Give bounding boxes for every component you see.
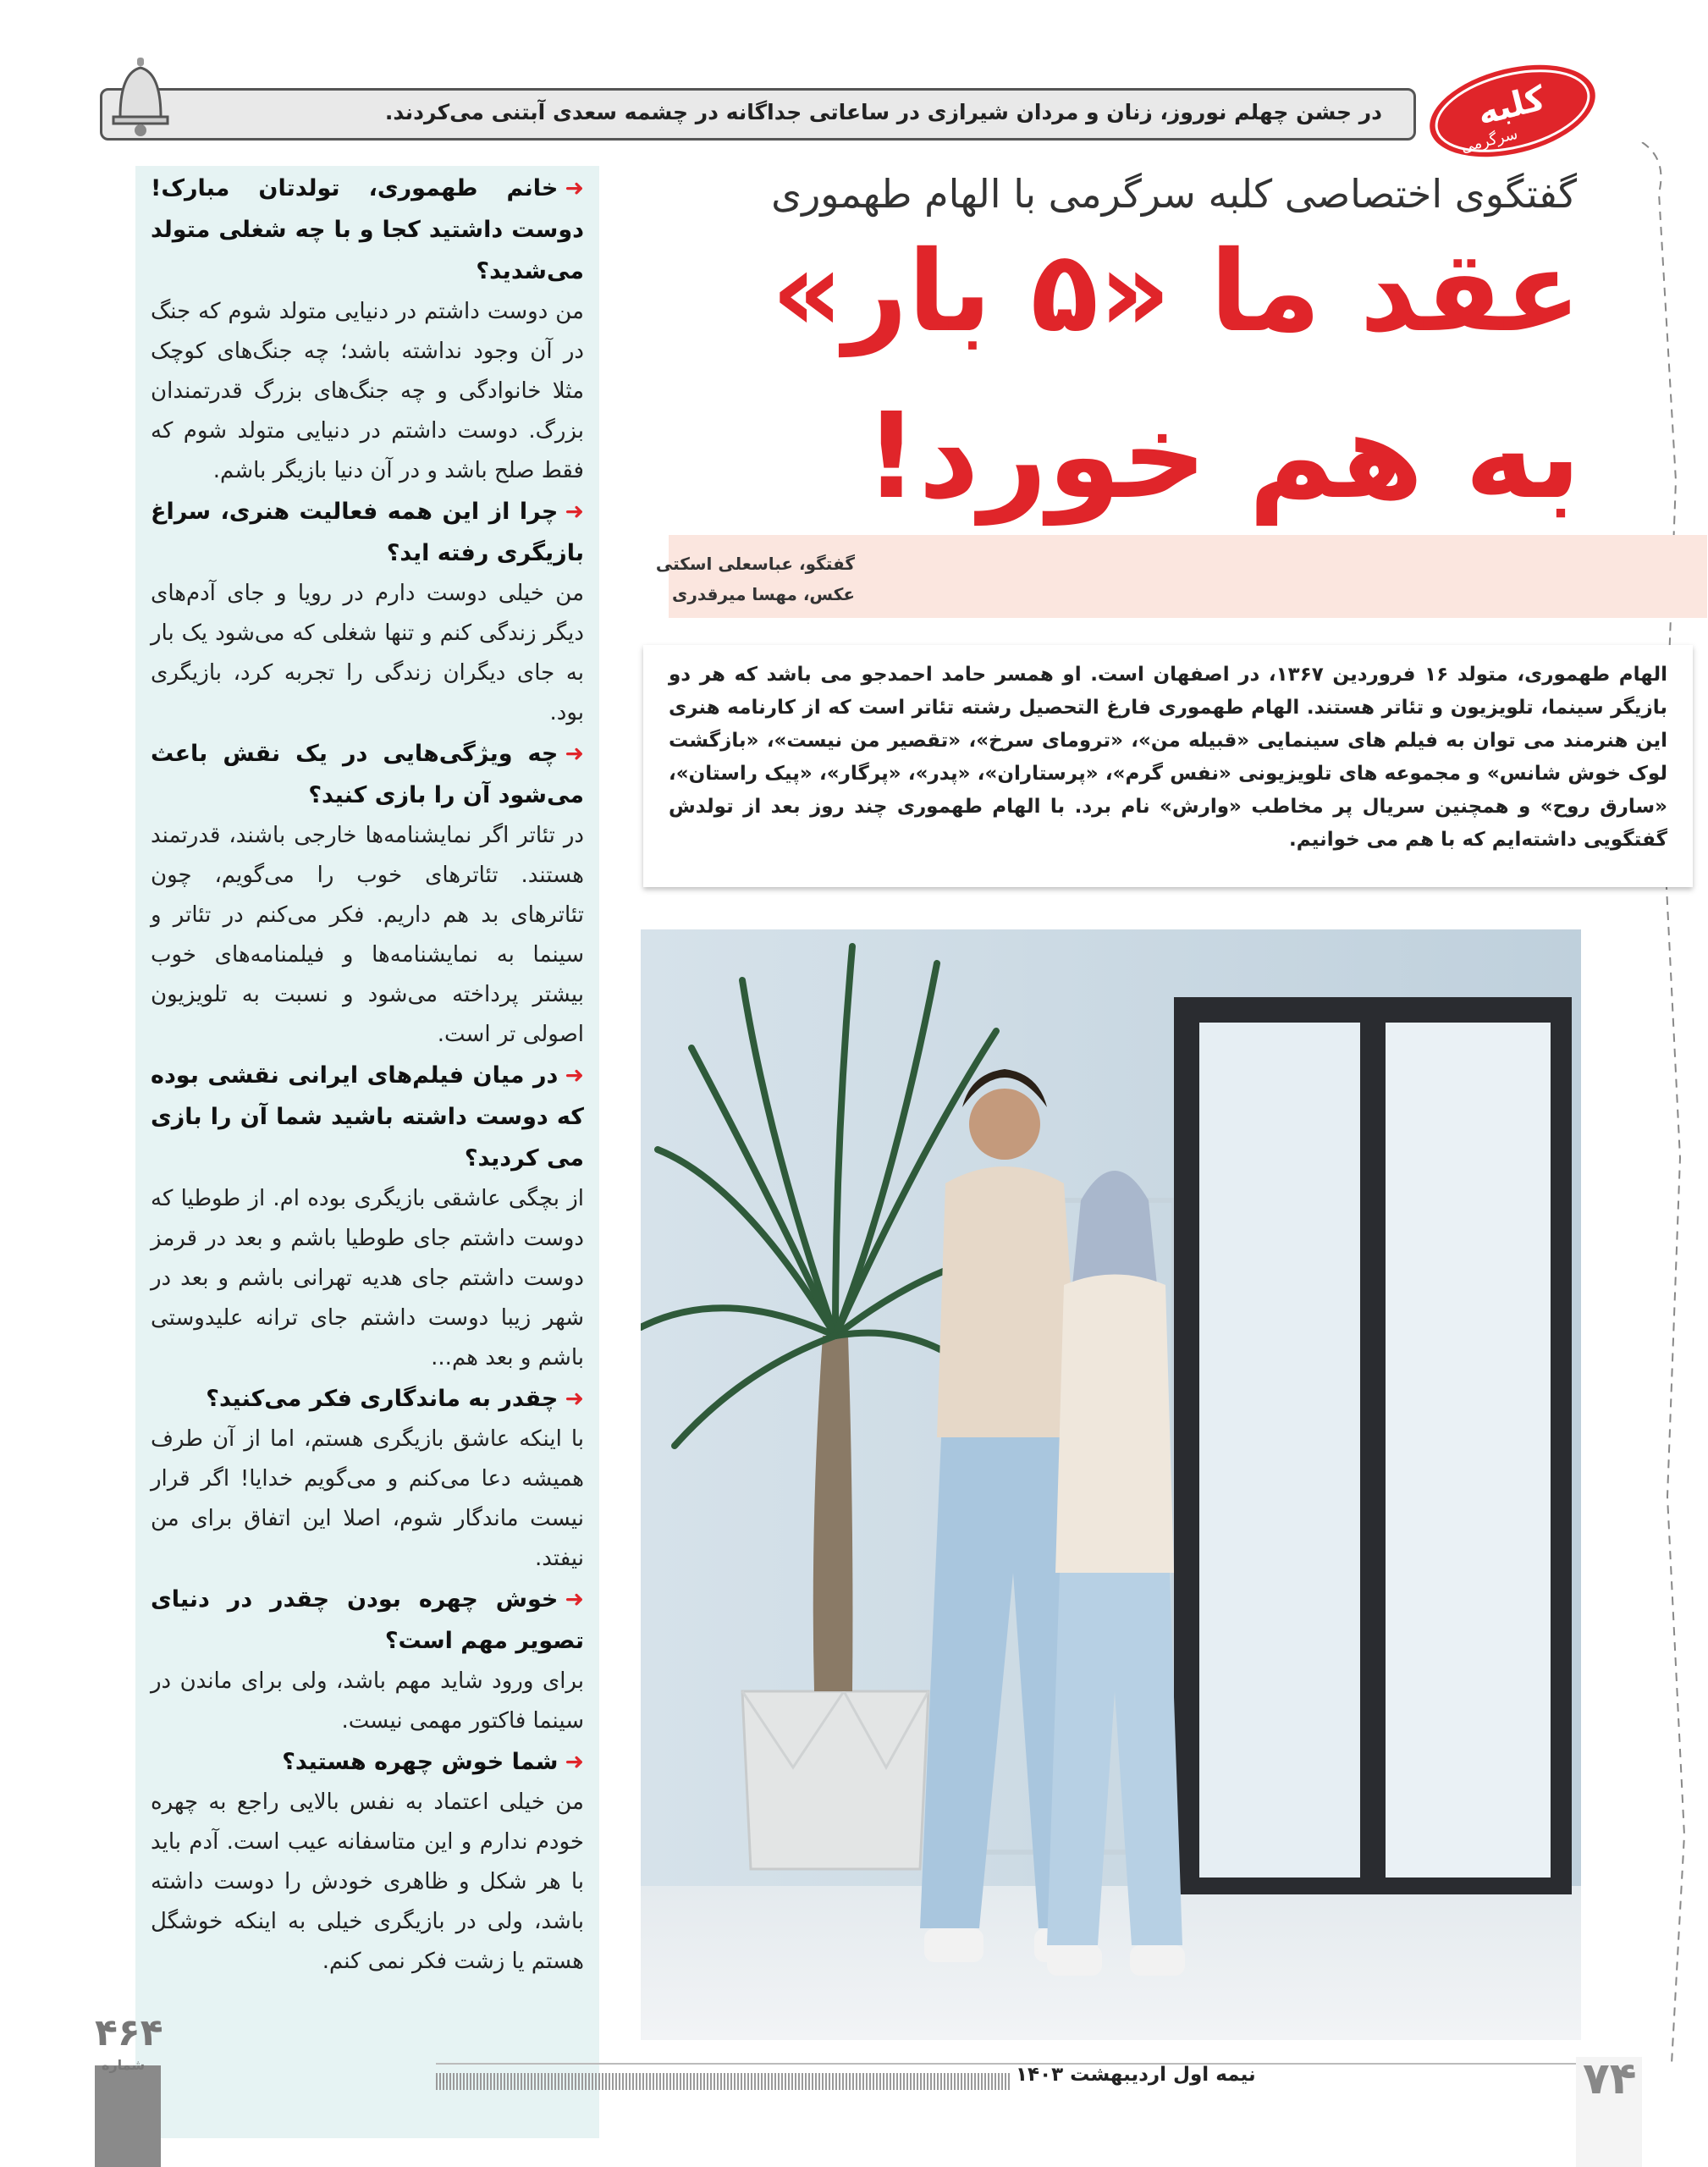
answer: برای ورود شاید مهم باشد، ولی برای ماندن در سینما فاکتور مهمی نیست. [151, 1668, 584, 1734]
red-arrow-icon: ➜ [565, 1586, 584, 1613]
issue-date: نیمه اول اردیبهشت ۱۴۰۳ [1016, 2064, 1256, 2086]
headline-line-1: عقد ما «۵ بار» [771, 227, 1581, 357]
red-arrow-icon: ➜ [565, 175, 584, 201]
ribbon-text: در جشن چهلم نوروز، زنان و مردان شیرازی در ساعاتی جداگانه در چشمه سعدی آبتنی می‌کردند. [384, 100, 1382, 124]
question [151, 168, 584, 292]
intro-text: الهام طهموری، متولد ۱۶ فروردین ۱۳۶۷، در اصفهان است. او همسر حامد احمدجو می باشد که هر دو بازیگر سینما، تلویزیون و تئاتر هستند. الهام طهموری فارغ التحصیل رشته تئاتر است که از کارنامه هنری این هنرمند می توان به فیلم های سینمایی «قبیله من»، «ترومای سرخ»، «تقصیر من نیست»، «بازگشت لوک خوش شانس» و مجموعه های تلویزیونی «نفس گرم»، «پرستاران»، «پدر»، «پرگار»، «پیک راستان»، «سارق روح» و همچنین سریال پر مخاطب «وارش» نام برد. با الهام طهموری چند روز بعد از تولدش گفتگویی داشته‌ایم که با هم می خوانیم. [669, 664, 1667, 851]
question [151, 491, 584, 574]
svg-text:کلبه: کلبه [1474, 79, 1550, 134]
question [151, 1741, 584, 1783]
red-arrow-icon: ➜ [565, 1062, 584, 1089]
red-arrow-icon: ➜ [565, 741, 584, 767]
footer-rule [436, 2063, 1579, 2065]
question [151, 1579, 584, 1662]
answer: با اینکه عاشق بازیگری هستم، اما از آن طرف همیشه دعا می‌کنم و می‌گویم خدایا! اگر قرار نیست ماندگار شوم، اصلا این اتفاق برای من نیفتد. [151, 1426, 584, 1571]
answer: از بچگی عاشقی بازیگری بوده ام. از طوطیا که دوست داشتم جای طوطیا باشم و بعد در قرمز دوست داشتم جای هدیه تهرانی باشم و بعد در شهر زیبا دوست داشتم جای ترانه علیدوستی باشم و بعد هم... [151, 1186, 584, 1370]
issue-tab [95, 2065, 161, 2167]
answer: در تئاتر اگر نمایشنامه‌ها خارجی باشند، قدرتمند هستند. تئاترهای خوب را می‌گویم، چون تئاترهای بد هم داریم. فکر می‌کنم در تئاتر و سینما به نمایشنامه‌ها و فیلمنامه‌های خوب بیشتر پرداخته می‌شود و نسبت به تلویزیون اصولی تر است. [151, 823, 584, 1047]
question-text: شما خوش چهره هستید؟ [282, 1749, 559, 1775]
article-photo [641, 929, 1581, 2040]
article-kicker: گفتگوی اختصاصی کلبه سرگرمی با الهام طهموری [771, 171, 1577, 217]
question-text: چرا از این همه فعالیت هنری، سراغ بازیگری رفته اید؟ [151, 499, 584, 566]
qa-item [151, 491, 584, 733]
dashed-border [1634, 142, 1693, 2064]
svg-text:سرگرمی: سرگرمی [1459, 124, 1520, 157]
headline-line-2: به هم خورد! [864, 388, 1581, 526]
question [151, 1055, 584, 1179]
question-text: خوش چهره بودن چقدر در دنیای تصویر مهم است؟ [151, 1586, 584, 1654]
qa-item [151, 1378, 584, 1579]
question-text: در میان فیلم‌های ایرانی نقشی بوده که دوست داشته باشید شما آن را بازی می کردید؟ [151, 1062, 584, 1172]
question [151, 733, 584, 816]
qa-list [151, 168, 584, 1982]
qa-item [151, 733, 584, 1055]
issue-number: ۴۶۴ [95, 2011, 163, 2054]
question-text: چه ویژگی‌هایی در یک نقش باعث می‌شود آن را بازی کنید؟ [151, 741, 584, 808]
red-arrow-icon: ➜ [565, 1386, 584, 1412]
page-number: ۷۴ [1583, 2054, 1637, 2104]
question-text: چقدر به ماندگاری فکر می‌کنید؟ [206, 1386, 559, 1412]
question-text: خانم طهموری، تولدتان مبارک! دوست داشتید کجا و با چه شغلی متولد می‌شدید؟ [151, 175, 584, 284]
barcode-decoration [436, 2073, 1011, 2090]
qa-item [151, 1741, 584, 1982]
credit-photo: عکس، مهسا میرقدری [671, 584, 855, 604]
kolbe-logo [1424, 61, 1601, 161]
qa-column [135, 166, 599, 2138]
answer: من خیلی اعتماد به نفس بالایی راجع به چهره خودم ندارم و این متاسفانه عیب است. آدم باید با هر شکل و ظاهری خودش را دوست داشته باشد، ولی در بازیگری خیلی به اینکه خوشگل هستم یا زشت فکر نمی کنم. [151, 1789, 584, 1974]
red-arrow-icon: ➜ [565, 499, 584, 525]
credit-interview: گفتگو، عباسعلی اسکتی [655, 554, 855, 574]
qa-item [151, 1579, 584, 1741]
bell-icon [108, 56, 173, 137]
answer: من خیلی دوست دارم در رویا و جای آدم‌های دیگر زندگی کنم و تنها شغلی که می‌شود یک بار به جای دیگران زندگی را تجربه کرد، بازیگری بود. [151, 581, 584, 725]
red-arrow-icon: ➜ [565, 1749, 584, 1775]
question [151, 1378, 584, 1420]
credits [601, 549, 855, 609]
answer: من دوست داشتم در دنیایی متولد شوم که جنگ در آن وجود نداشته باشد؛ چه جنگ‌های کوچک مثلا خانوادگی و چه جنگ‌های بزرگ قدرتمندان بزرگ. دوست داشتم در دنیایی متولد شوم که فقط صلح باشد و در آن دنیا بازیگر باشم. [151, 299, 584, 483]
qa-item [151, 168, 584, 491]
issue-label: شماره [102, 2057, 146, 2073]
qa-item [151, 1055, 584, 1378]
